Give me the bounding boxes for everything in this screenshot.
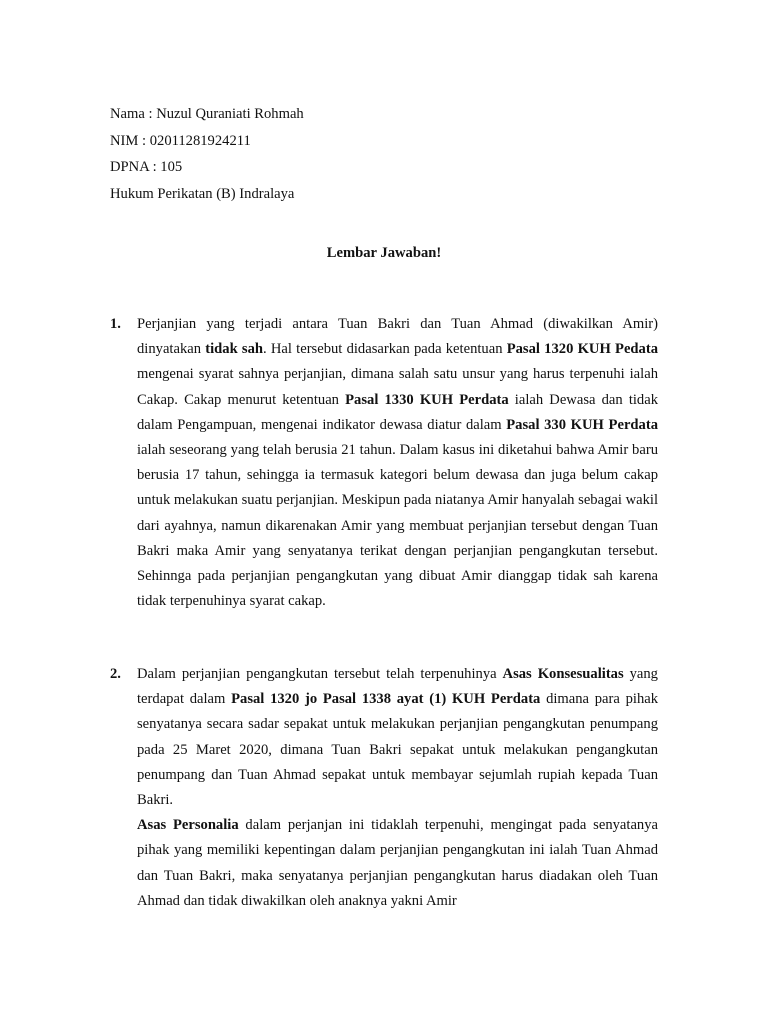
bold-text-run: Pasal 1330 KUH Perdata [345, 391, 509, 408]
answer-number: 1. [110, 316, 121, 332]
answer-item-1 [110, 312, 658, 614]
answer-number: 2. [110, 666, 121, 682]
bold-text-run: Pasal 1320 KUH Pedata [506, 341, 658, 358]
nim-line: NIM : 02011281924211 [110, 132, 251, 149]
answer-sheet-title: Lembar Jawaban! [326, 245, 442, 261]
text-run: Perjanjian yang terjadi antara Tuan Bakri dan Tuan Ahmad (diwakilkan Amir) dinyatakan [137, 316, 658, 358]
answer-paragraph [137, 312, 658, 614]
text-run: ialah seseorang yang telah berusia 21 tahun. Dalam kasus ini diketahui bahwa Amir baru berusia 17 tahun, sehingga ia termasuk kategori belum dewasa dan juga belum cakap untuk melakukan suatu perjanjian. Meskipun pada niatanya Amir hanyalah sebagai wakil dari ayahnya, namun dikarenakan Amir yang membuat perjanjian tersebut dengan Tuan Bakri maka Amir yang senyatanya terikat dengan perjanjian pengangkutan tersebut. Sehinnga pada perjanjian pengangkutan yang dibuat Amir dianggap tidak sah karena tidak terpenuhinya syarat cakap. [137, 442, 658, 610]
student-info [110, 101, 670, 207]
name-line: Nama : Nuzul Quraniati Rohmah [110, 106, 304, 122]
text-run: ialah Dewasa dan tidak dalam Pengampuan, mengenai indikator dewasa diatur dalam [137, 391, 659, 433]
answer-item-2 [110, 662, 658, 914]
text-run: mengenai syarat sahnya perjanjian, dimana salah satu unsur yang harus terpenuhi ialah Cakap. Cakap menurut ketentuan [137, 366, 658, 408]
course-line: Hukum Perikatan (B) Indralaya [110, 185, 295, 202]
bold-text-run: Pasal 1320 jo Pasal 1338 ayat (1) KUH Perdata [231, 691, 541, 708]
text-run: dalam perjanjan ini tidaklah terpenuhi, mengingat pada senyatanya pihak yang memiliki kepentingan dalam perjanjian pengangkutan ini ialah Tuan Ahmad dan Tuan Bakri, maka senyatanya perjanjian pengangkutan harus diadakan oleh Tuan Ahmad dan tidak diwakilkan oleh anaknya yakni Amir [137, 817, 658, 909]
answer-paragraph-personalia [137, 813, 658, 914]
bold-text-run: Asas Konsesualitas [502, 666, 624, 682]
bold-text-run: Asas Personalia [137, 817, 239, 834]
bold-text-run: tidak sah [205, 341, 264, 358]
answer-paragraph [137, 662, 658, 813]
dpna-line: DPNA : 105 [110, 159, 183, 175]
text-run: yang terdapat dalam [137, 666, 658, 708]
text-run: dimana para pihak senyatanya secara sadar sepakat untuk melakukan perjanjian pengangkutan penumpang pada 25 Maret 2020, dimana Tuan Bakri sepakat untuk melakukan pengangkutan penumpang dan Tuan Ahmad sepakat untuk membayar sejumlah rupiah kepada Tuan Bakri. [137, 691, 659, 809]
bold-text-run: Pasal 330 KUH Perdata [506, 416, 658, 433]
text-run: Dalam perjanjian pengangkutan tersebut telah terpenuhinya [137, 666, 503, 682]
text-run: . Hal tersebut didasarkan pada ketentuan [263, 341, 507, 358]
